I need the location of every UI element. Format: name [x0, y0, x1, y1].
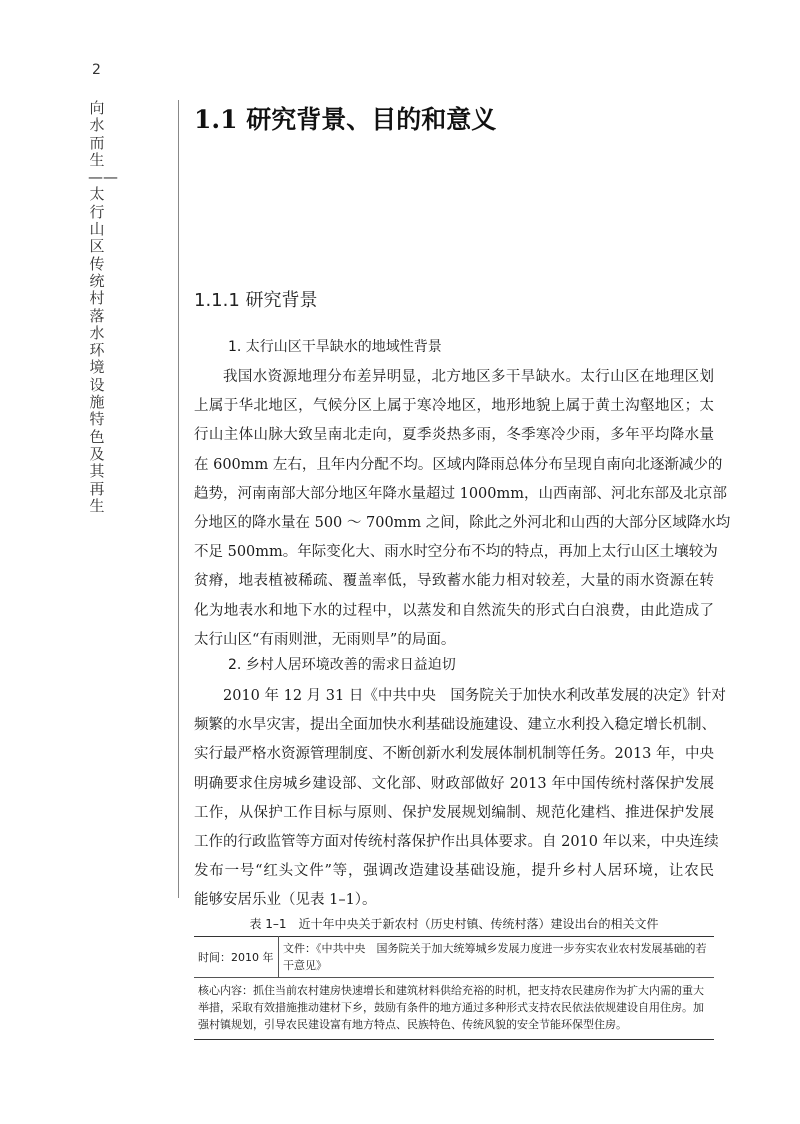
text-line: 工作，从保护工作目标与原则、保护发展规划编制、规范化建档、推进保护发展	[194, 804, 714, 821]
table-cell-core-content: 核心内容：抓住当前农村建房快速增长和建筑材料供给充裕的时机，把支持农民建房作为扩大内需的重大举措，采取有效措施推动建材下乡，鼓励有条件的地方通过多种形式支持农民依法依规建设自用住房。加强村镇规划，引导农民建设富有地方特点、民族特色、传统风貌的安全节能环保型住房。	[198, 984, 704, 1031]
text-line: 贫瘠，地表植被稀疏、覆盖率低，导致蓄水能力相对较差，大量的雨水资源在转	[194, 573, 714, 590]
page-number: 2	[92, 62, 101, 78]
text-line: 能够安居乐业（见表 1–1）。	[194, 892, 377, 909]
section-title: 1.1.1 研究背景	[194, 290, 318, 311]
text-line: 太行山区“有雨则泄，无雨则旱”的局面。	[194, 631, 456, 648]
book-side-title: 向水而生——太行山区传统村落水环境设施特色及其再生	[88, 99, 118, 515]
chapter-title: 1.1 研究背景、目的和意义	[194, 105, 497, 134]
text-line: 工作的行政监管等方面对传统村落保护作出具体要求。自 2010 年以来，中央连续	[194, 833, 719, 850]
table-caption: 表 1–1 近十年中央关于新农村（历史村镇、传统村落）建设出台的相关文件	[249, 917, 659, 931]
text-line: 发布一号“红头文件”等，强调改造建设基础设施，提升乡村人居环境，让农民	[194, 863, 714, 880]
table-cell-time: 时间：2010 年	[194, 937, 279, 978]
text-line: 分地区的降水量在 500 ～ 700mm 之间，除此之外河北和山西的大部分区域降水均	[194, 514, 731, 531]
text-line: 在 600mm 左右，且年内分配不均。区域内降雨总体分布呈现自南向北逐渐减少的	[194, 456, 723, 473]
margin-divider	[178, 100, 179, 898]
text-line: 趋势，河南南部大部分地区年降水量超过 1000mm，山西南部、河北东部及北京部	[194, 485, 728, 502]
text-line: 频繁的水旱灾害，提出全面加快水利基础设施建设、建立水利投入稳定增长机制、	[194, 717, 716, 734]
text-line: 化为地表水和地下水的过程中，以蒸发和自然流失的形式白白浪费，由此造成了	[194, 602, 714, 619]
text-line: 实行最严格水资源管理制度、不断创新水利发展体制机制等任务。2013 年，中央	[194, 746, 715, 763]
text-line: 我国水资源地理分布差异明显，北方地区多干旱缺水。太行山区在地理区划	[223, 369, 714, 385]
text-line: 2010 年 12 月 31 日《中共中央 国务院关于加快水利改革发展的决定》针对	[223, 688, 726, 704]
documents-table	[194, 936, 714, 1040]
table-cell-document: 文件：《中共中央 国务院关于加大统筹城乡发展力度进一步夯实农业农村发展基础的若干意见》	[279, 937, 715, 978]
subsection-heading-2: 2. 乡村人居环境改善的需求日益迫切	[228, 657, 456, 673]
subsection-heading-1: 1. 太行山区干旱缺水的地域性背景	[228, 339, 442, 355]
text-line: 不足 500mm。年际变化大、雨水时空分布不均的特点，再加上太行山区土壤较为	[194, 544, 718, 561]
paragraph-2	[194, 682, 726, 916]
table-row	[194, 937, 714, 978]
text-line: 明确要求住房城乡建设部、文化部、财政部做好 2013 年中国传统村落保护发展	[194, 775, 714, 792]
table-row	[194, 978, 714, 1040]
text-line: 行山主体山脉大致呈南北走向，夏季炎热多雨，冬季寒冷少雨，多年平均降水量	[194, 427, 714, 444]
text-line: 上属于华北地区，气候分区上属于寒冷地区，地形地貌上属于黄土沟壑地区；太	[194, 398, 714, 415]
paragraph-1	[194, 363, 731, 655]
